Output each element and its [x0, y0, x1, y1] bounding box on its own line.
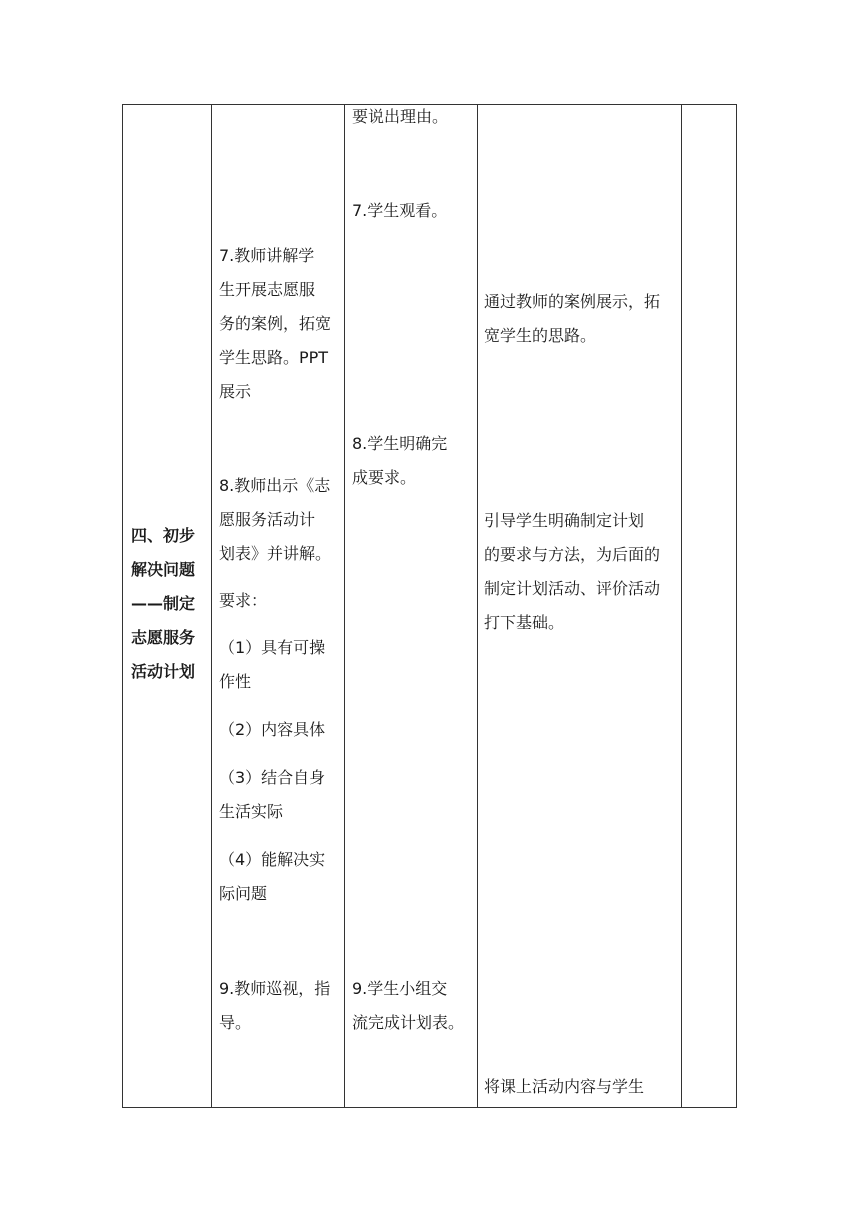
teacher-item9-line: 9.教师巡视，指: [219, 979, 331, 998]
student-item7: 7.学生观看。: [352, 201, 448, 220]
intent-p2-line: 打下基础。: [484, 613, 565, 632]
teacher-item7-line: 展示: [219, 382, 252, 401]
teacher-item7-line: 学生思路。PPT: [219, 348, 329, 367]
requirement-2: （2）内容具体: [219, 720, 326, 739]
intent-p2-line: 的要求与方法，为后面的: [484, 545, 661, 564]
teacher-item7-line: 务的案例，拓宽: [219, 314, 332, 333]
requirement-4: 际问题: [219, 884, 268, 903]
requirement-1: 作性: [219, 672, 252, 691]
student-item8-line: 成要求。: [352, 468, 417, 487]
stage-line: 四、初步: [131, 526, 196, 545]
intent-p1-line: 通过教师的案例展示，拓: [484, 292, 661, 311]
requirement-4: （4）能解决实: [219, 850, 326, 869]
stage-line: 活动计划: [131, 662, 196, 681]
teacher-item7-line: 生开展志愿服: [219, 280, 316, 299]
requirement-3: 生活实际: [219, 802, 284, 821]
requirements-label: 要求：: [219, 591, 268, 610]
stage-cell: [123, 105, 211, 1107]
teacher-item8-line: 愿服务活动计: [219, 510, 316, 529]
teacher-item8-line: 划表》并讲解。: [219, 544, 332, 563]
stage-line: ——制定: [131, 594, 196, 613]
student-item9-line: 流完成计划表。: [352, 1013, 465, 1032]
student-activity-cell: [345, 105, 477, 1107]
teacher-activity-cell: [212, 105, 344, 1107]
student-continued-text: 要说出理由。: [352, 107, 449, 126]
stage-title: [131, 519, 207, 689]
lesson-plan-table: [122, 104, 737, 1108]
intent-p2-line: 制定计划活动、评价活动: [484, 579, 661, 598]
intent-p1-line: 宽学生的思路。: [484, 326, 597, 345]
student-item8-line: 8.学生明确完: [352, 434, 448, 453]
stage-line: 志愿服务: [131, 628, 196, 647]
intent-p2-line: 引导学生明确制定计划: [484, 511, 645, 530]
stage-line: 解决问题: [131, 560, 196, 579]
teacher-item9-line: 导。: [219, 1013, 252, 1032]
notes-cell: [682, 105, 736, 1107]
intent-p3-line: 将课上活动内容与学生: [484, 1077, 645, 1096]
requirement-1: （1）具有可操: [219, 638, 326, 657]
teacher-item8-line: 8.教师出示《志: [219, 476, 331, 495]
student-item9-line: 9.学生小组交: [352, 979, 448, 998]
design-intent-cell: [478, 105, 681, 1107]
requirement-3: （3）结合自身: [219, 768, 326, 787]
teacher-item7-line: 7.教师讲解学: [219, 246, 315, 265]
